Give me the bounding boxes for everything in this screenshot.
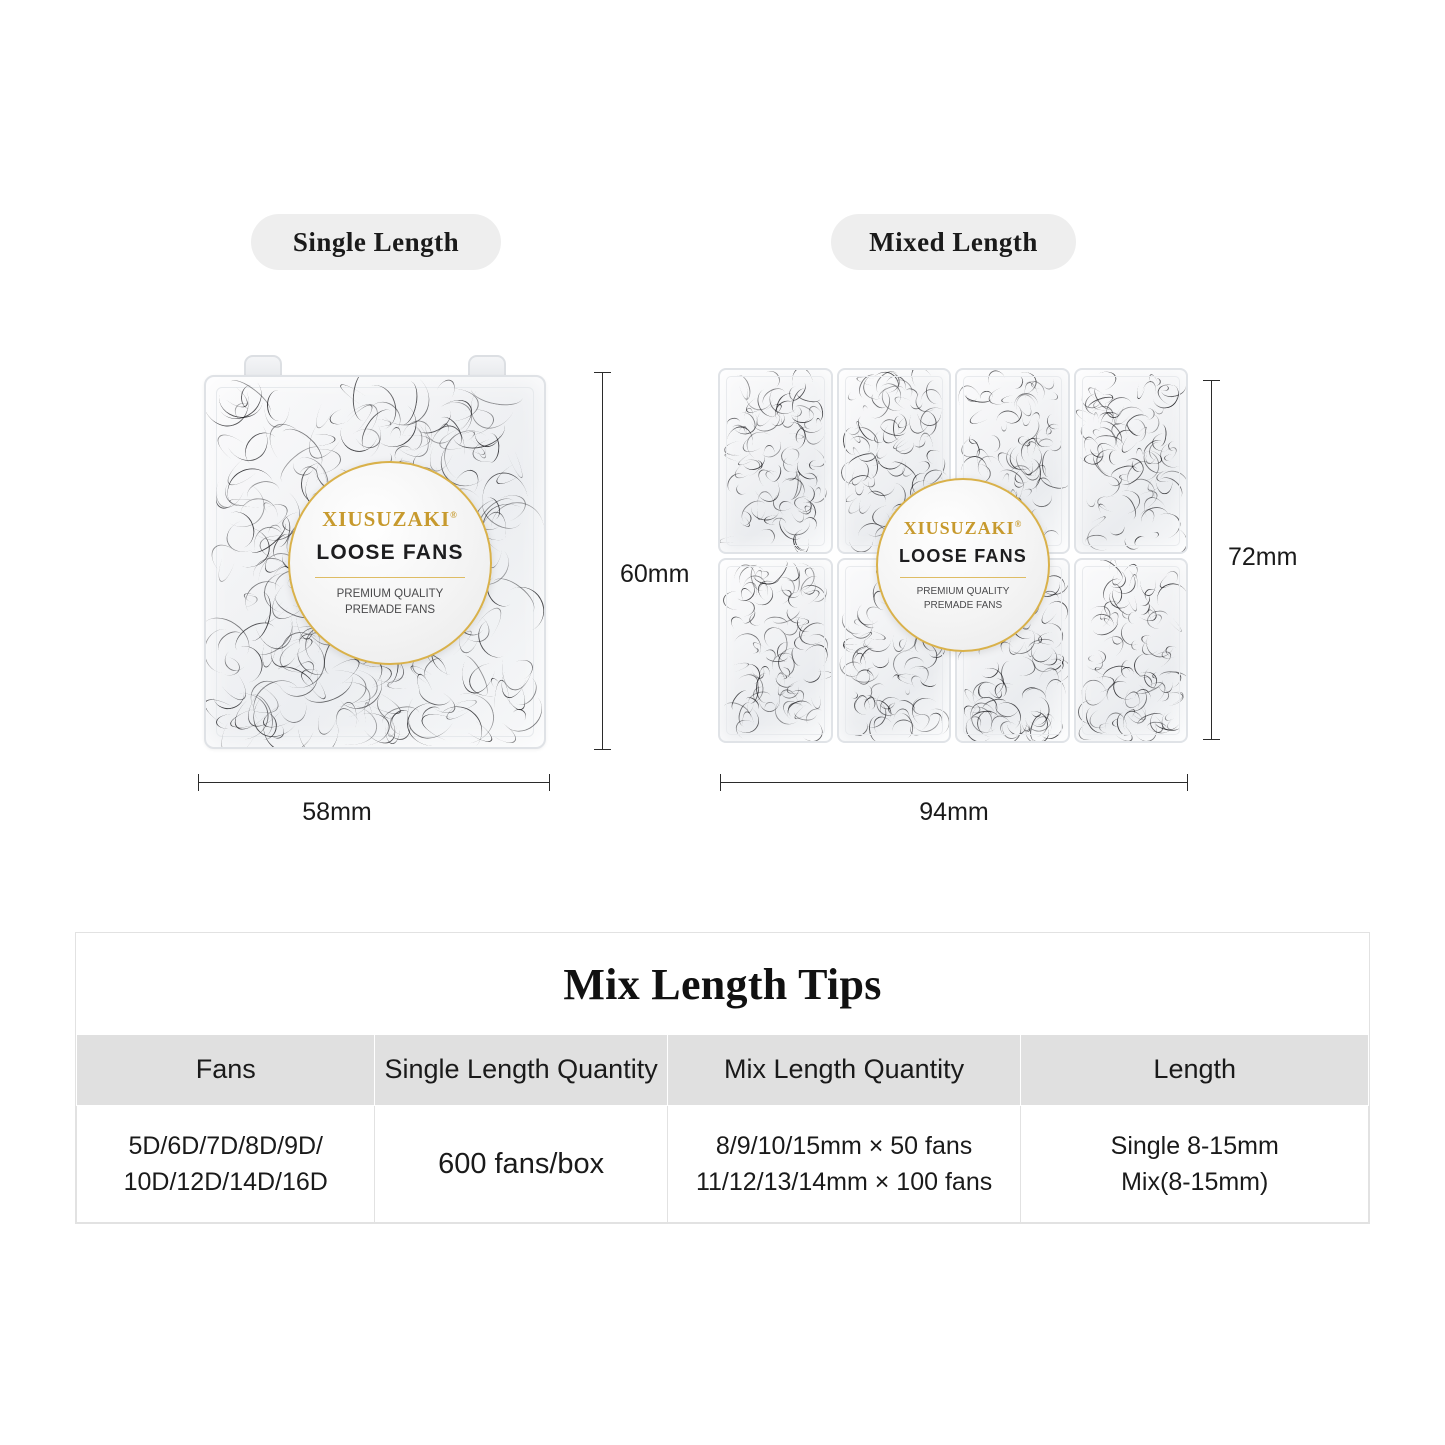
tray-compartment [718,368,833,554]
dimension-label-single-height: 60mm [620,560,690,588]
dimension-line-single-width [198,782,550,783]
cell-fans-line2: 10D/12D/14D/16D [123,1168,328,1196]
cell-length [1021,1105,1369,1223]
tray-compartment [718,558,833,744]
lash-fans-texture [1076,560,1187,742]
brand-name [904,518,1023,539]
tray-compartment [1074,558,1189,744]
divider-rule [315,577,465,578]
brand-name [322,507,458,532]
product-subtitle-line2: PREMADE FANS [923,599,1003,611]
product-image-mixed-length-box [718,368,1188,743]
cell-mix-qty-line2: 11/12/13/14mm × 100 fans [695,1168,993,1196]
table-header-mix-length-quantity: Mix Length Quantity [667,1035,1021,1106]
cell-mix-qty-line1: 8/9/10/15mm × 50 fans [715,1131,973,1160]
divider-rule [900,577,1026,578]
lash-fans-texture [1076,370,1187,552]
cell-mix-length-quantity [667,1105,1021,1223]
badge-single-length-label: Single Length [292,226,460,257]
dimension-label-mixed-height: 72mm [1228,543,1298,571]
dimension-line-single-height [602,372,603,750]
badge-mixed-length-label: Mixed Length [869,226,1038,257]
table-header-single-length-quantity: Single Length Quantity [375,1035,667,1106]
badge-single-length [251,214,501,270]
brand-name-text: XIUSUZAKI [903,518,1015,538]
cell-length-line1: Single 8-15mm [1110,1131,1279,1160]
tray-compartment [1074,368,1189,554]
cell-length-line2: Mix(8-15mm) [1121,1168,1269,1196]
badge-mixed-length [831,214,1076,270]
trademark-symbol: ® [450,510,458,521]
table-header-row [77,1035,1369,1106]
brand-label-disc-single [288,461,492,665]
dimension-label-single-width: 58mm [302,798,372,826]
dimension-label-mixed-width: 94mm [919,798,989,826]
cell-single-length-quantity: 600 fans/box [375,1105,667,1223]
brand-label-disc-mixed [876,478,1050,652]
dimension-line-mixed-height [1211,380,1212,740]
product-subtitle-line1: PREMIUM QUALITY [916,586,1010,597]
dimension-line-mixed-width [720,782,1188,783]
product-subtitle-line1: PREMIUM QUALITY [336,588,444,601]
table-row [77,1105,1369,1223]
table-title: Mix Length Tips [563,960,882,1009]
cell-fans [77,1105,375,1223]
product-image-single-length-box [196,355,551,755]
product-subtitle-line2: PREMADE FANS [344,604,436,616]
table-header-fans: Fans [77,1035,375,1106]
table-header-length: Length [1021,1035,1369,1106]
cell-fans-line1: 5D/6D/7D/8D/9D/ [128,1131,323,1160]
lash-fans-texture [720,370,831,552]
trademark-symbol: ® [1014,519,1023,529]
mix-length-tips-panel [75,932,1370,1224]
mix-length-tips-table [76,1034,1369,1223]
brand-name-text: XIUSUZAKI [322,507,451,532]
lash-fans-texture [720,560,831,742]
product-title: LOOSE FANS [898,546,1027,566]
product-title: LOOSE FANS [316,541,464,565]
